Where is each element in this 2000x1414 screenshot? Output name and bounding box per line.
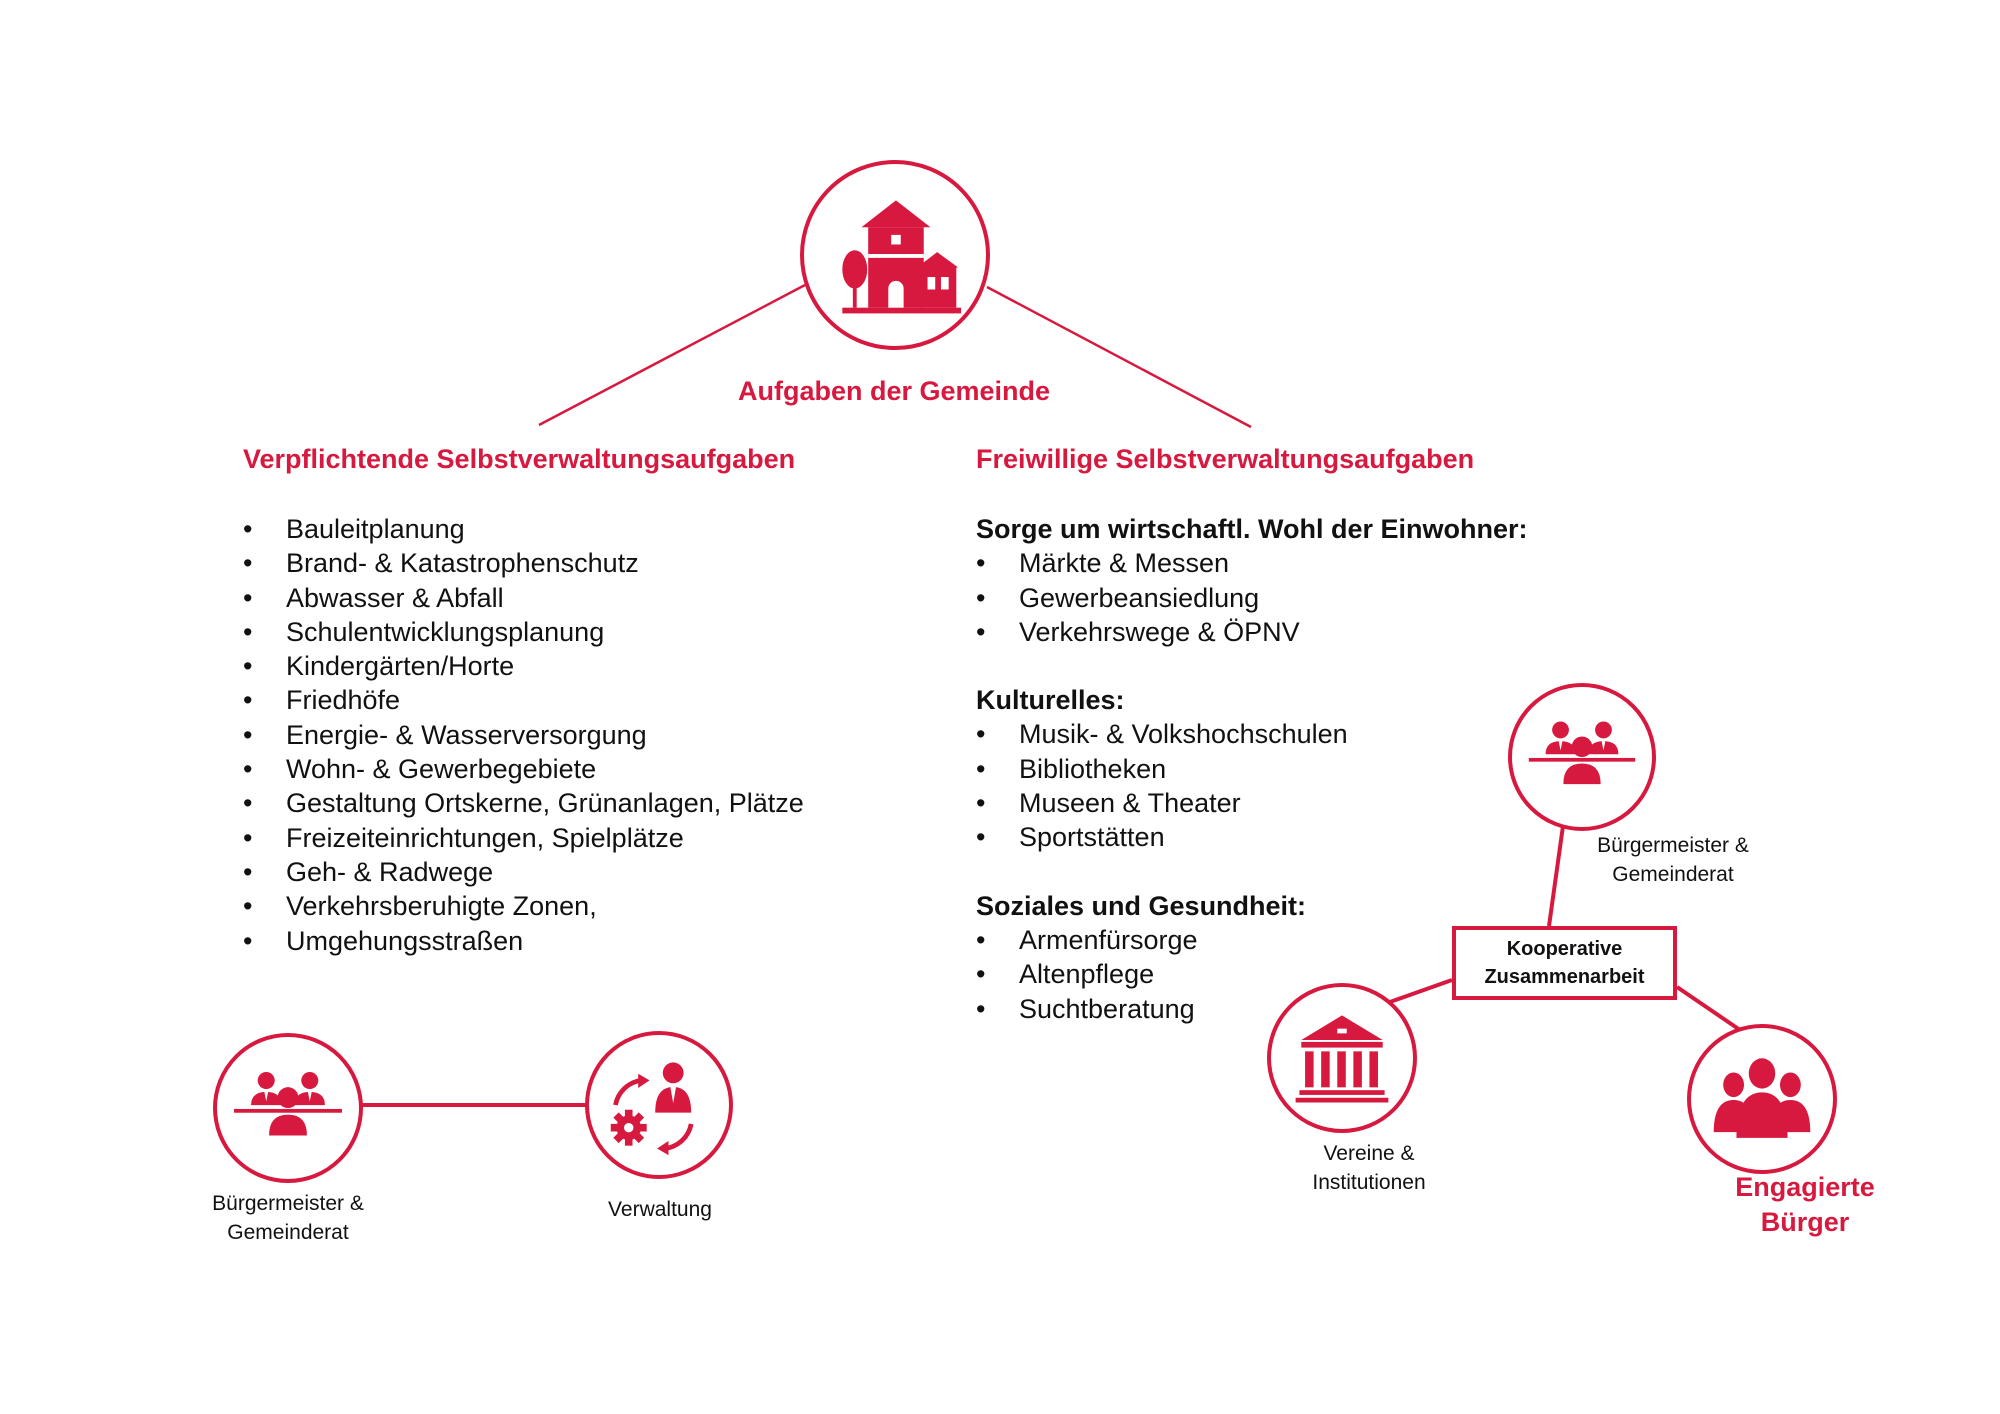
list-item: • Kindergärten/Horte — [243, 649, 804, 683]
list-item: • Altenpflege — [976, 957, 1528, 991]
council-meeting-icon — [1512, 687, 1652, 827]
council-meeting-icon — [217, 1037, 359, 1179]
council-circle — [213, 1033, 363, 1183]
list-item: • Abwasser & Abfall — [243, 581, 804, 615]
list-item: • Bauleitplanung — [243, 512, 804, 546]
administration-circle — [585, 1031, 733, 1179]
center-title: Aufgaben der Gemeinde — [737, 376, 1051, 406]
municipality-circle — [800, 160, 990, 350]
group-title: Kulturelles: — [976, 685, 1125, 716]
label-line: Bürger — [1760, 1207, 1850, 1237]
task-group-economy — [976, 512, 1528, 649]
group-title: Sorge um wirtschaftl. Wohl der Einwohner: — [976, 514, 1528, 544]
list-item: • Schulentwicklungsplanung — [243, 615, 804, 649]
administration-icon — [589, 1035, 729, 1175]
list-item: • Gestaltung Ortskerne, Grünanlagen, Plätze — [243, 786, 804, 820]
institutions-circle — [1267, 983, 1417, 1133]
list-item-continuation: • Umgehungsstraßen — [243, 924, 804, 958]
list-item: • Bibliotheken — [976, 752, 1528, 786]
list-item: • Musik- & Volkshochschulen — [976, 717, 1528, 751]
label-line: Bürgermeister & — [1597, 834, 1749, 857]
list-item: • Energie- & Wasserversorgung — [243, 718, 804, 752]
label-line: Gemeinderat — [1612, 863, 1734, 886]
citizens-group-icon — [1691, 1028, 1833, 1170]
institution-building-icon — [1271, 987, 1413, 1129]
task-group-social — [976, 889, 1528, 1026]
label-line: Engagierte — [1735, 1172, 1875, 1202]
label-line: Bürgermeister & — [212, 1192, 364, 1215]
list-item: • Museen & Theater — [976, 786, 1528, 820]
list-item: • Freizeiteinrichtungen, Spielplätze — [243, 821, 804, 855]
cooperation-box — [1452, 926, 1677, 1000]
institutions-label — [1269, 1139, 1469, 1197]
town-hall-icon — [804, 164, 986, 346]
list-item: • Armenfürsorge — [976, 923, 1528, 957]
coop-line: Kooperative — [1506, 938, 1623, 960]
citizens-circle — [1687, 1024, 1837, 1174]
group-title: Soziales und Gesundheit: — [976, 890, 1307, 921]
label-line: Institutionen — [1312, 1171, 1426, 1194]
admin-label: Verwaltung — [608, 1198, 712, 1221]
list-item: • Verkehrswege & ÖPNV — [976, 615, 1528, 649]
list-item: • Märkte & Messen — [976, 546, 1528, 580]
label-line: Vereine & — [1323, 1142, 1415, 1165]
connector-council-coop — [1549, 826, 1563, 926]
list-item: • Brand- & Katastrophenschutz — [243, 546, 804, 580]
mandatory-tasks-list — [243, 512, 804, 958]
list-item: • Suchtberatung — [976, 992, 1528, 1026]
label-line: Gemeinderat — [227, 1221, 349, 1244]
list-item: • Friedhöfe — [243, 683, 804, 717]
council-circle-right — [1508, 683, 1656, 831]
voluntary-tasks-groups — [976, 512, 1528, 1026]
council-label-left — [188, 1189, 388, 1247]
list-item: • Geh- & Radwege — [243, 855, 804, 889]
citizens-label — [1700, 1170, 1910, 1240]
list-item: • Sportstätten — [976, 820, 1528, 854]
connector-coop-citizens — [1677, 987, 1740, 1030]
coop-line: Zusammenarbeit — [1484, 966, 1645, 988]
council-label-right — [1573, 831, 1773, 889]
list-item: • Wohn- & Gewerbegebiete — [243, 752, 804, 786]
task-group-culture — [976, 683, 1528, 854]
list-item: • Gewerbeansiedlung — [976, 581, 1528, 615]
voluntary-tasks-heading: Freiwillige Selbstverwaltungsaufgaben — [976, 444, 1475, 474]
list-item: • Verkehrsberuhigte Zonen, — [243, 889, 804, 923]
mandatory-tasks-heading: Verpflichtende Selbstverwaltungsaufgaben — [243, 444, 796, 474]
